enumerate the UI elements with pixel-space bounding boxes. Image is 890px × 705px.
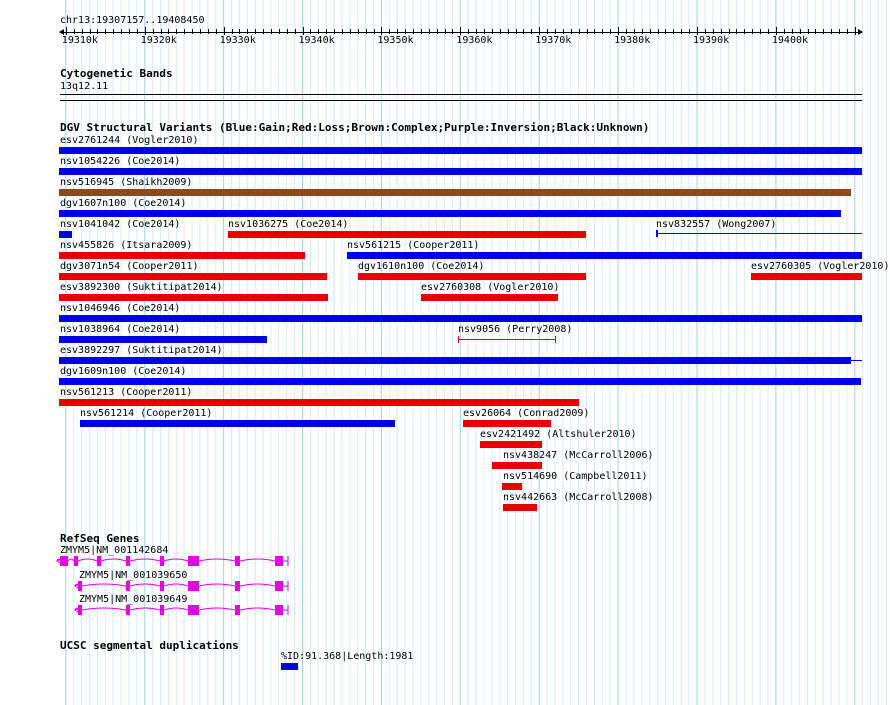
cytoband-track-title: Cytogenetic Bands xyxy=(60,67,173,80)
variant-label[interactable]: nsv1038964 (Coe2014) xyxy=(60,324,181,335)
variant-label[interactable]: nsv561215 (Cooper2011) xyxy=(347,240,480,251)
variant-label[interactable]: dgv1607n100 (Coe2014) xyxy=(60,198,187,209)
variant-label[interactable]: esv26064 (Conrad2009) xyxy=(463,408,590,419)
ruler-tick-label: 19400k xyxy=(771,35,809,46)
ruler-tick-label: 19390k xyxy=(693,35,730,46)
variant-label[interactable]: nsv561214 (Cooper2011) xyxy=(80,408,213,419)
variant-label[interactable]: nsv9056 (Perry2008) xyxy=(458,324,573,335)
ruler-tick-label: 19330k xyxy=(219,35,256,46)
variant-label[interactable]: nsv516945 (Shaikh2009) xyxy=(60,177,193,188)
ruler-tick-label: 19340k xyxy=(298,35,335,46)
gene-label[interactable]: ZMYM5|NM_001142684 xyxy=(60,545,169,556)
region-label: chr13:19307157..19408450 xyxy=(60,15,205,26)
ruler-tick-label: 19360k xyxy=(456,35,493,46)
dgv-track-title: DGV Structural Variants (Blue:Gain;Red:Loss;Brown:Complex;Purple:Inversion;Black:Unknown) xyxy=(60,121,650,134)
variant-label[interactable]: dgv1610n100 (Coe2014) xyxy=(358,261,485,272)
segdup-track-title: UCSC segmental duplications xyxy=(60,639,239,652)
variant-label[interactable]: nsv561213 (Cooper2011) xyxy=(60,387,193,398)
ruler-tick-label: 19320k xyxy=(140,35,177,46)
ruler-tick-label: 19380k xyxy=(614,35,651,46)
variant-label[interactable]: nsv1041042 (Coe2014) xyxy=(60,219,181,230)
refseq-track-title: RefSeq Genes xyxy=(60,532,140,545)
variant-label[interactable]: esv3892300 (Suktitipat2014) xyxy=(60,282,223,293)
variant-label[interactable]: esv2760305 (Vogler2010) xyxy=(751,261,890,272)
segdup-label[interactable]: %ID:91.368|Length:1981 xyxy=(281,651,414,662)
variant-label[interactable]: nsv1054226 (Coe2014) xyxy=(60,156,181,167)
variant-label[interactable]: esv2761244 (Vogler2010) xyxy=(60,135,199,146)
variant-label[interactable]: dgv1609n100 (Coe2014) xyxy=(60,366,187,377)
ruler-tick-label: 19370k xyxy=(535,35,572,46)
variant-label[interactable]: esv3892297 (Suktitipat2014) xyxy=(60,345,223,356)
ruler-tick-label: 19350k xyxy=(377,35,414,46)
ruler-tick-label: 19310k xyxy=(61,35,98,46)
variant-label[interactable]: esv2421492 (Altshuler2010) xyxy=(480,429,637,440)
gene-label[interactable]: ZMYM5|NM_001039649 xyxy=(79,594,188,605)
variant-label[interactable]: nsv438247 (McCarroll2006) xyxy=(503,450,654,461)
segdup-bar[interactable] xyxy=(281,663,298,670)
gene-label[interactable]: ZMYM5|NM_001039650 xyxy=(79,570,188,581)
variant-label[interactable]: nsv832557 (Wong2007) xyxy=(656,219,777,230)
variant-label[interactable]: esv2760308 (Vogler2010) xyxy=(421,282,560,293)
variant-label[interactable]: dgv3071n54 (Cooper2011) xyxy=(60,261,199,272)
variant-label[interactable]: nsv514690 (Campbell2011) xyxy=(503,471,648,482)
variant-label[interactable]: nsv455826 (Itsara2009) xyxy=(60,240,193,251)
variant-label[interactable]: nsv442663 (McCarroll2008) xyxy=(503,492,654,503)
variant-label[interactable]: nsv1046946 (Coe2014) xyxy=(60,303,181,314)
variant-label[interactable]: nsv1036275 (Coe2014) xyxy=(228,219,349,230)
cytoband-label[interactable]: 13q12.11 xyxy=(60,81,109,92)
